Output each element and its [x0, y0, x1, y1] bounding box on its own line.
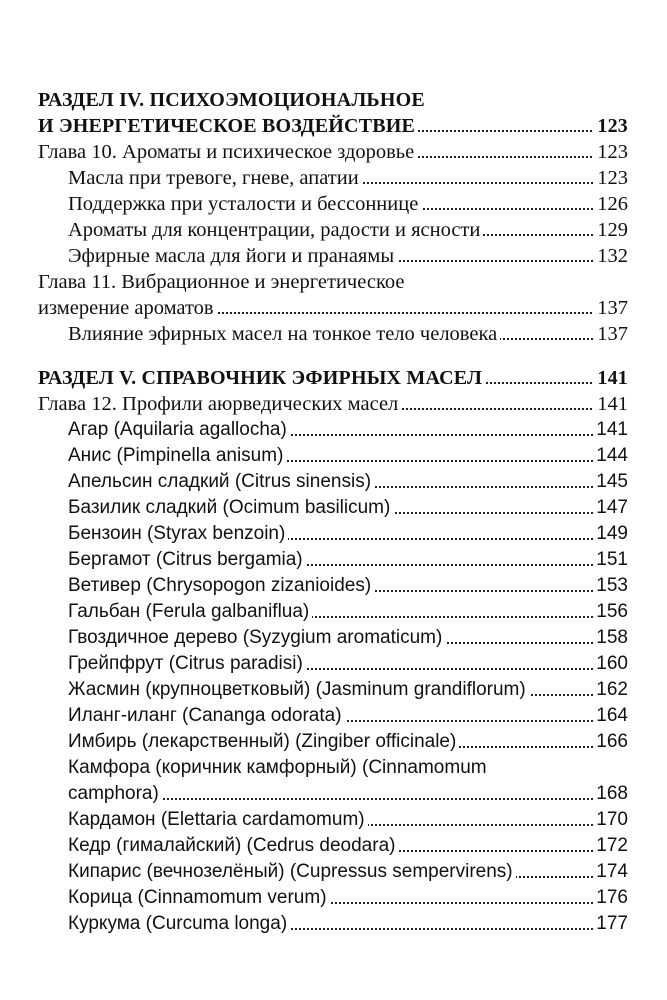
- toc-entry-title: Кедр (гималайский) (Cedrus deodara): [68, 835, 398, 856]
- toc-entry[interactable]: [38, 807, 628, 833]
- toc-entry-title: Гальбан (Ferula galbaniflua): [68, 601, 312, 622]
- toc-page-number: 144: [593, 443, 628, 469]
- toc-entry-title: Глава 11. Вибрационное и энергетическое: [38, 271, 407, 293]
- toc-entry-title: И ЭНЕРГЕТИЧЕСКОЕ ВОЗДЕЙСТВИЕ: [38, 115, 418, 137]
- toc-page-number: 132: [594, 243, 628, 269]
- toc-page-number: 174: [593, 859, 628, 885]
- toc-page-number: 156: [593, 599, 628, 625]
- toc-chapter[interactable]: [38, 295, 628, 321]
- toc-page-number: 158: [593, 625, 628, 651]
- toc-chapter[interactable]: [38, 269, 628, 295]
- toc-entry[interactable]: [38, 443, 628, 469]
- toc-entry-title: camphora): [68, 783, 162, 804]
- toc-entry[interactable]: [38, 911, 628, 937]
- toc-entry-title: Бензоин (Styrax benzoin): [68, 523, 288, 544]
- toc-entry[interactable]: [38, 651, 628, 677]
- toc-entry[interactable]: [38, 625, 628, 651]
- toc-page-number: 151: [593, 547, 628, 573]
- toc-page-number: 166: [593, 729, 628, 755]
- toc-entry-title: Агар (Aquilaria agallocha): [68, 419, 290, 440]
- toc-entry-title: Апельсин сладкий (Citrus sinensis): [68, 471, 374, 492]
- toc-entry-title: Влияние эфирных масел на тонкое тело человека: [68, 323, 500, 345]
- toc-page-number: 137: [594, 321, 628, 347]
- toc-entry[interactable]: [38, 469, 628, 495]
- toc-entry-title: Иланг-иланг (Cananga odorata): [68, 705, 345, 726]
- toc-entry-title: Анис (Pimpinella anisum): [68, 445, 286, 466]
- toc-entry[interactable]: [38, 495, 628, 521]
- toc-entry-title: Грейпфрут (Citrus paradisi): [68, 653, 306, 674]
- table-of-contents: [38, 87, 628, 937]
- toc-entry-title: Базилик сладкий (Ocimum basilicum): [68, 497, 393, 518]
- toc-entry[interactable]: [38, 833, 628, 859]
- toc-entry-title: Гвоздичное дерево (Syzygium aromaticum): [68, 627, 445, 648]
- toc-entry-title: Имбирь (лекарственный) (Zingiber officinale): [68, 731, 459, 752]
- toc-page-number: 141: [593, 417, 628, 443]
- toc-entry[interactable]: [38, 547, 628, 573]
- toc-entry-title: Жасмин (крупноцветковый) (Jasminum grandiflorum): [68, 679, 529, 700]
- toc-section-heading[interactable]: [38, 365, 628, 391]
- toc-page-number: 123: [594, 139, 628, 165]
- toc-page-number: 123: [594, 165, 628, 191]
- toc-page-number: 129: [594, 217, 628, 243]
- toc-entry[interactable]: [38, 781, 628, 807]
- toc-entry[interactable]: [38, 243, 628, 269]
- toc-entry-title: Камфора (коричник камфорный) (Cinnamomum: [68, 757, 490, 778]
- toc-entry-title: измерение ароматов: [38, 297, 217, 319]
- toc-entry-title: Куркума (Curcuma longa): [68, 913, 290, 934]
- toc-page-number: 126: [594, 191, 628, 217]
- toc-page-number: 147: [593, 495, 628, 521]
- section-gap: [38, 347, 628, 365]
- toc-entry-title: Кипарис (вечнозелёный) (Cupressus sempervirens): [68, 861, 516, 882]
- toc-page-number: 172: [593, 833, 628, 859]
- toc-entry[interactable]: [38, 859, 628, 885]
- toc-entry-title: Бергамот (Citrus bergamia): [68, 549, 306, 570]
- toc-entry-title: Ароматы для концентрации, радости и ясности: [68, 219, 483, 241]
- toc-entry-title: Поддержка при усталости и бессоннице: [68, 193, 421, 215]
- toc-page-number: 123: [594, 113, 628, 139]
- toc-entry-title: РАЗДЕЛ V. СПРАВОЧНИК ЭФИРНЫХ МАСЕЛ: [38, 367, 485, 389]
- toc-section-heading[interactable]: [38, 87, 628, 113]
- toc-page-number: 145: [593, 469, 628, 495]
- toc-entry[interactable]: [38, 599, 628, 625]
- toc-page-number: 164: [593, 703, 628, 729]
- toc-entry[interactable]: [38, 191, 628, 217]
- toc-page-number: 177: [593, 911, 628, 937]
- toc-entry[interactable]: [38, 165, 628, 191]
- toc-page-number: 160: [593, 651, 628, 677]
- toc-entry-title: Эфирные масла для йоги и пранаямы: [68, 245, 397, 267]
- toc-page-number: 170: [593, 807, 628, 833]
- toc-entry[interactable]: [38, 521, 628, 547]
- toc-entry-title: Глава 12. Профили аюрведических масел: [38, 393, 401, 415]
- toc-page-number: 149: [593, 521, 628, 547]
- toc-page-number: 176: [593, 885, 628, 911]
- toc-page-number: 162: [593, 677, 628, 703]
- toc-entry[interactable]: [38, 729, 628, 755]
- toc-entry-title: РАЗДЕЛ IV. ПСИХОЭМОЦИОНАЛЬНОЕ: [38, 89, 428, 111]
- toc-entry-title: Корица (Cinnamomum verum): [68, 887, 330, 908]
- toc-entry-title: Глава 10. Ароматы и психическое здоровье: [38, 141, 417, 163]
- toc-section-heading[interactable]: [38, 113, 628, 139]
- toc-page-number: 141: [594, 365, 628, 391]
- toc-entry[interactable]: [38, 703, 628, 729]
- toc-entry[interactable]: [38, 755, 628, 781]
- toc-entry-title: Ветивер (Chrysopogon zizanioides): [68, 575, 374, 596]
- toc-entry[interactable]: [38, 217, 628, 243]
- toc-page-number: 141: [594, 391, 628, 417]
- toc-entry[interactable]: [38, 677, 628, 703]
- toc-chapter[interactable]: [38, 391, 628, 417]
- toc-entry-title: Кардамон (Elettaria cardamomum): [68, 809, 368, 830]
- toc-entry[interactable]: [38, 321, 628, 347]
- toc-entry[interactable]: [38, 573, 628, 599]
- toc-chapter[interactable]: [38, 139, 628, 165]
- toc-page-number: 168: [593, 781, 628, 807]
- toc-entry[interactable]: [38, 417, 628, 443]
- toc-entry[interactable]: [38, 885, 628, 911]
- toc-entry-title: Масла при тревоге, гневе, апатии: [68, 167, 362, 189]
- toc-page-number: 137: [594, 295, 628, 321]
- toc-page-number: 153: [593, 573, 628, 599]
